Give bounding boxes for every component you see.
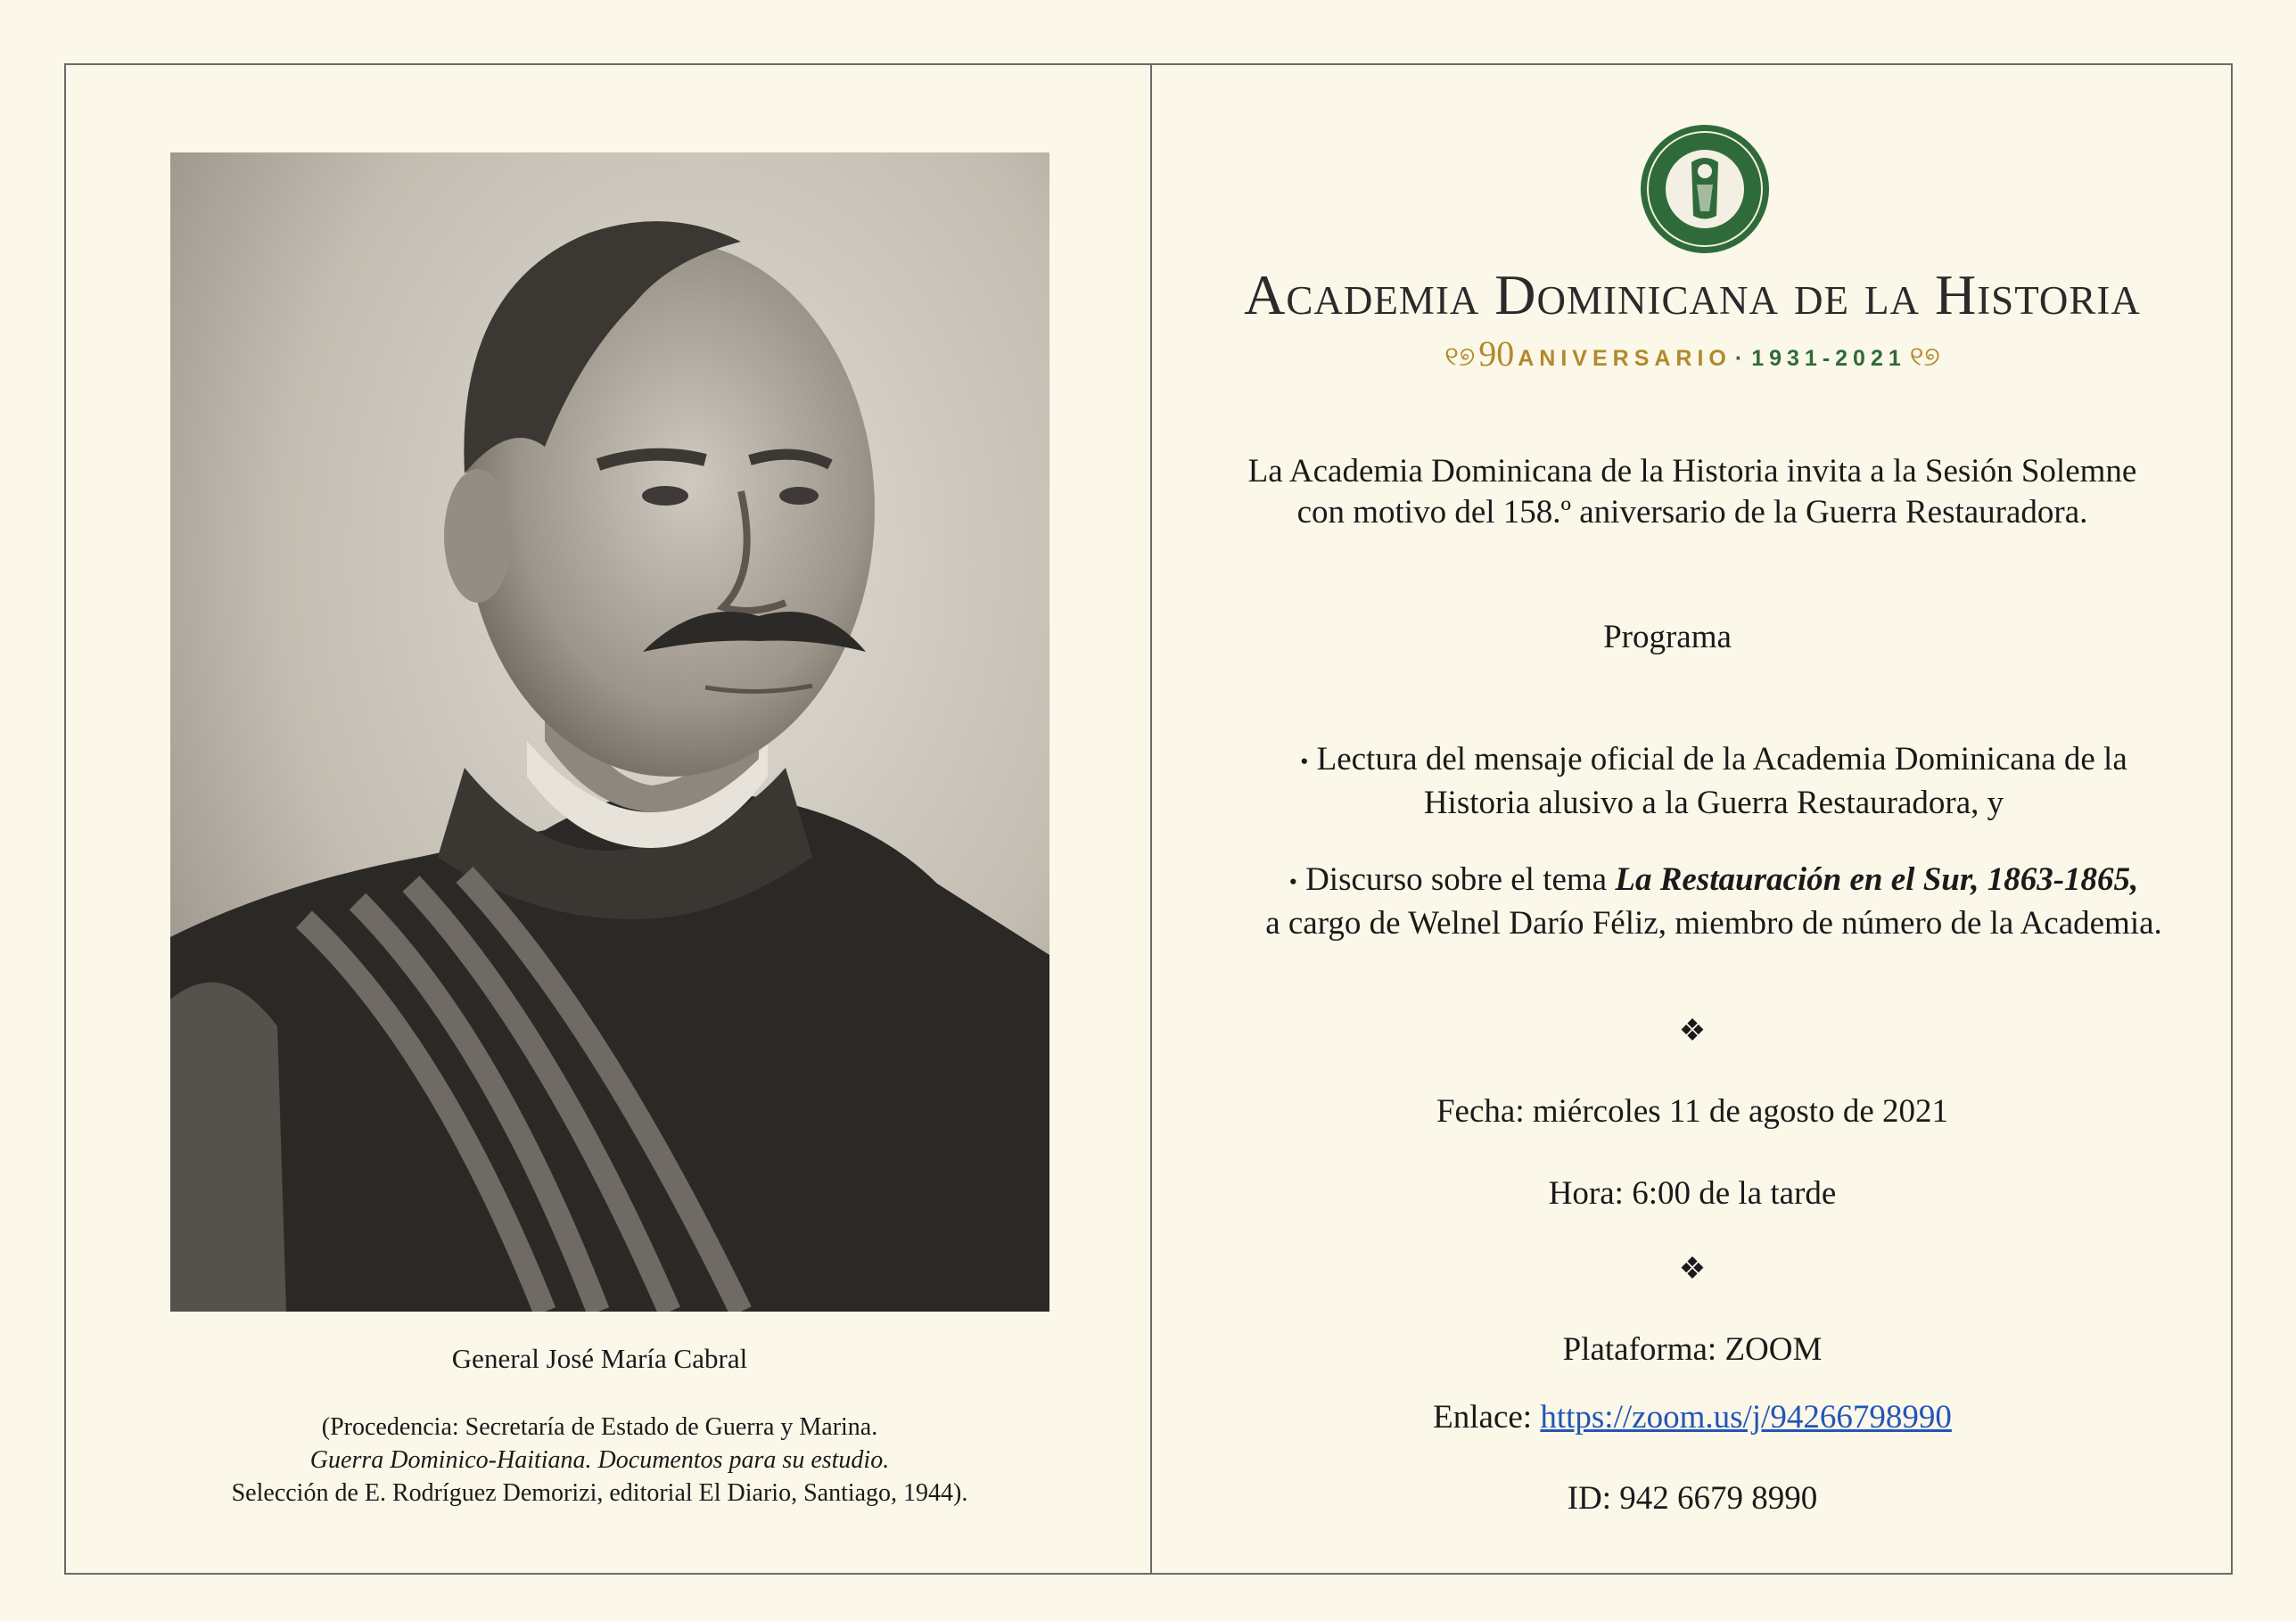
anniversary-number: 90 <box>1478 333 1515 374</box>
link-label: Enlace: <box>1433 1399 1541 1436</box>
program-item-1 <box>1246 739 2182 824</box>
source-line-3: Selección de E. Rodríguez Demorizi, editorial El Diario, Santiago, 1944). <box>231 1479 968 1507</box>
bullet-icon: • <box>1288 868 1297 895</box>
event-platform: Plataforma: ZOOM <box>1562 1331 1823 1368</box>
right-ornament-icon: ୧୭ <box>1909 342 1940 372</box>
academy-seal-logo <box>1638 122 1772 256</box>
left-ornament-icon: ୧୭ <box>1444 342 1476 372</box>
anniversary-separator: · <box>1734 346 1749 371</box>
event-time: Hora: 6:00 de la tarde <box>1548 1175 1837 1212</box>
lecture-title: La Restauración en el Sur, 1863-1865, <box>1615 861 2139 898</box>
diamond-separator-icon: ❖ <box>1678 1253 1707 1286</box>
program-item-2-prefix: Discurso sobre el tema <box>1305 861 1616 898</box>
anniversary-years: 1931-2021 <box>1751 346 1906 371</box>
event-date: Fecha: miércoles 11 de agosto de 2021 <box>1436 1093 1949 1130</box>
source-line-1: (Procedencia: Secretaría de Estado de Guerra y Marina. <box>321 1413 878 1441</box>
program-heading: Programa <box>1603 619 1732 655</box>
portrait-photo <box>170 152 1049 1312</box>
bullet-icon: • <box>1300 748 1309 775</box>
diamond-separator-icon: ❖ <box>1678 1015 1707 1048</box>
anniversary-word: ANIVERSARIO <box>1518 346 1732 371</box>
event-link-row <box>1152 1397 2233 1438</box>
program-item-2 <box>1246 860 2182 944</box>
invitation-line-1: La Academia Dominicana de la Historia invita a la Sesión Solemne <box>1247 453 2137 490</box>
meeting-id: ID: 942 6679 8990 <box>1567 1480 1818 1517</box>
program-item-2-line-2: a cargo de Welnel Darío Féliz, miembro de número de la Academia. <box>1265 904 2162 942</box>
program-item-1-line-2: Historia alusivo a la Guerra Restauradora, y <box>1423 784 2004 821</box>
academy-name: Academia Dominicana de la Historia <box>1244 263 2141 326</box>
portrait-source <box>89 1411 1110 1510</box>
portrait-caption: General José María Cabral <box>451 1343 748 1374</box>
invitation-panel <box>1152 65 2233 1573</box>
invitation-line-2: con motivo del 158.º aniversario de la Guerra Restauradora. <box>1296 494 2088 531</box>
program-item-1-line-1: Lectura del mensaje oficial de la Academia Dominicana de la <box>1316 741 2127 778</box>
portrait-illustration <box>170 152 1049 1312</box>
zoom-link[interactable]: https://zoom.us/j/94266798990 <box>1540 1399 1952 1436</box>
source-line-2: Guerra Dominico-Haitiana. Documentos para su estudio. <box>309 1446 890 1474</box>
anniversary-banner <box>1152 333 2233 377</box>
